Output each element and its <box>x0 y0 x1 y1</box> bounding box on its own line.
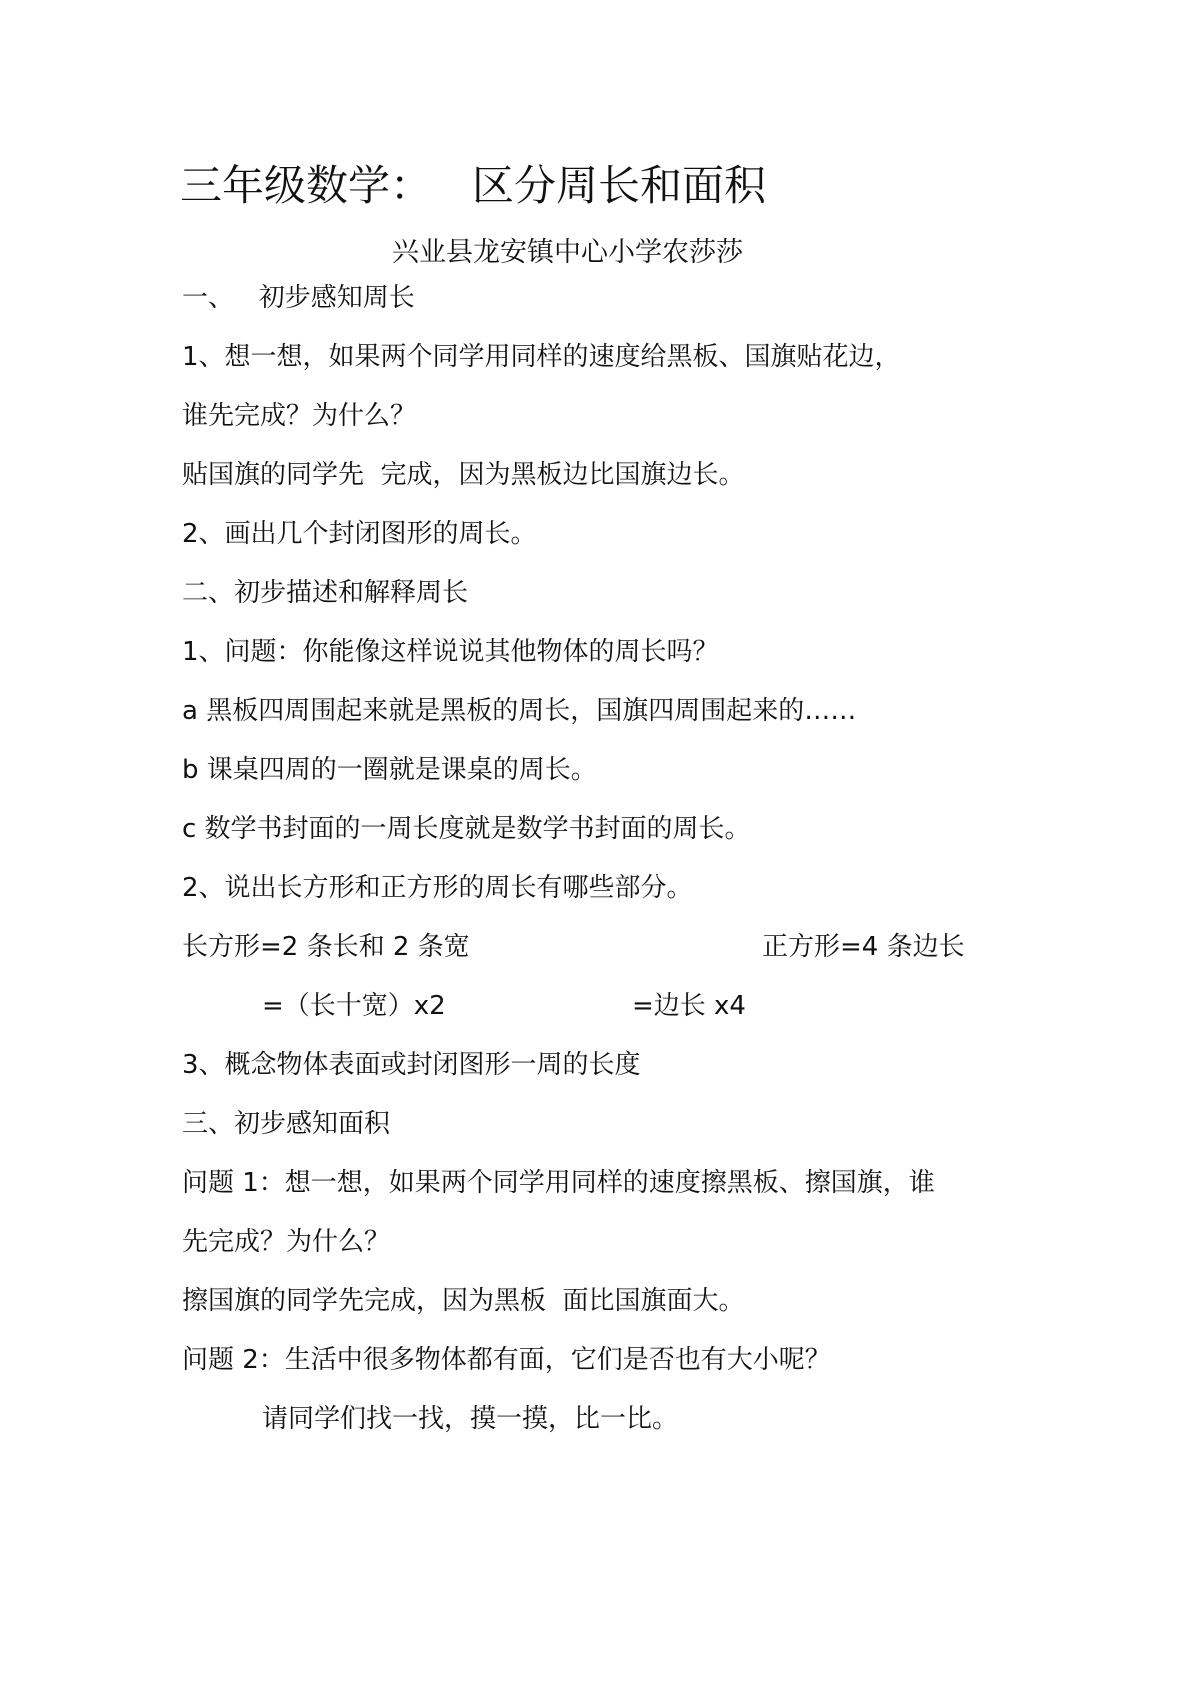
section-1-heading: 一、 初步感知周长 <box>182 283 415 313</box>
section-3-answer: 擦国旗的同学先完成，因为黑板 面比国旗面大。 <box>182 1286 745 1316</box>
square-perimeter-equation: =边长 x4 <box>632 991 746 1021</box>
section-2-heading: 二、初步描述和解释周长 <box>182 578 469 608</box>
section-3-question-1-line-1: 问题 1：想一想，如果两个同学用同样的速度擦黑板、擦国旗，谁 <box>182 1168 935 1198</box>
section-3-question-2: 问题 2：生活中很多物体都有面，它们是否也有大小呢？ <box>182 1345 831 1375</box>
section-2-answer-c: c 数学书封面的一周长度就是数学书封面的周长。 <box>182 814 751 844</box>
section-1-question-2: 2、画出几个封闭图形的周长。 <box>182 519 537 549</box>
section-2-question-2: 2、说出长方形和正方形的周长有哪些部分。 <box>182 873 693 903</box>
section-3-heading: 三、初步感知面积 <box>182 1109 391 1139</box>
section-2-answer-b: b 课桌四周的一圈就是课桌的周长。 <box>182 755 597 785</box>
section-2-question-3: 3、概念物体表面或封闭图形一周的长度 <box>182 1050 641 1080</box>
section-1-question-1-line-1: 1、想一想，如果两个同学用同样的速度给黑板、国旗贴花边， <box>182 342 901 372</box>
square-perimeter-formula: 正方形=4 条边长 <box>762 932 965 962</box>
section-3-instruction: 请同学们找一找，摸一摸，比一比。 <box>262 1404 679 1434</box>
section-2-answer-a: a 黑板四周围起来就是黑板的周长，国旗四周围起来的…… <box>182 696 857 726</box>
rectangle-perimeter-formula: 长方形=2 条长和 2 条宽 <box>182 932 470 962</box>
document-title: 三年级数学： 区分周长和面积 <box>180 161 767 210</box>
section-1-answer: 贴国旗的同学先 完成，因为黑板边比国旗边长。 <box>182 460 745 490</box>
rectangle-perimeter-equation: =（长十宽）x2 <box>262 991 446 1021</box>
document-author: 兴业县龙安镇中心小学农莎莎 <box>392 237 743 268</box>
section-1-question-1-line-2: 谁先完成？为什么？ <box>182 401 417 431</box>
section-2-question-1: 1、问题：你能像这样说说其他物体的周长吗？ <box>182 637 719 667</box>
section-3-question-1-line-2: 先完成？为什么？ <box>182 1227 391 1257</box>
